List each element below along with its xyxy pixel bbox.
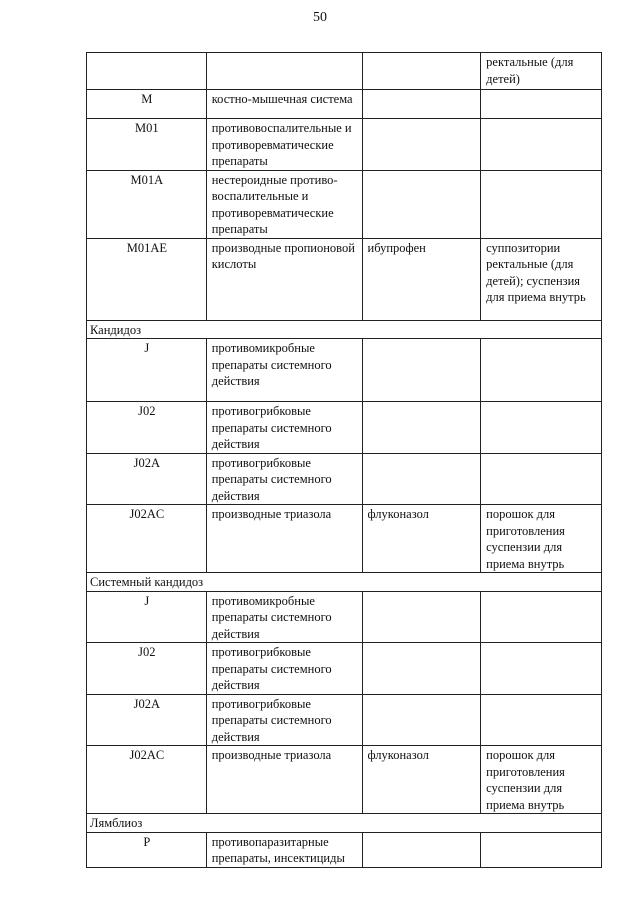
atc-code-cell: J02A [87, 694, 207, 746]
table-row [87, 591, 602, 643]
medication-table [86, 52, 602, 868]
dosage-form-cell [481, 832, 602, 867]
section-title: Кандидоз [87, 320, 602, 339]
atc-group-cell: противогрибковые препараты системного действия [206, 402, 362, 454]
drug-name-cell: флуконазол [362, 746, 481, 814]
table-row [87, 746, 602, 814]
table-row [87, 119, 602, 171]
atc-group-cell [206, 53, 362, 90]
atc-code-cell: J02 [87, 402, 207, 454]
drug-name-cell [362, 170, 481, 238]
atc-code-cell: M01A [87, 170, 207, 238]
table-row [87, 90, 602, 119]
table-row [87, 643, 602, 695]
table-row [87, 505, 602, 573]
drug-name-cell [362, 453, 481, 505]
atc-code-cell: J [87, 339, 207, 402]
table-row [87, 832, 602, 867]
table-row [87, 339, 602, 402]
dosage-form-cell [481, 694, 602, 746]
atc-code-cell: J02 [87, 643, 207, 695]
drug-name-cell [362, 694, 481, 746]
atc-group-cell: противопаразитарные препараты, инсектициды [206, 832, 362, 867]
dosage-form-cell [481, 591, 602, 643]
dosage-form-cell [481, 339, 602, 402]
atc-code-cell: J02AC [87, 746, 207, 814]
dosage-form-cell: порошок для приготовления суспензии для приема внутрь [481, 746, 602, 814]
drug-name-cell [362, 591, 481, 643]
atc-code-cell: J [87, 591, 207, 643]
drug-name-cell [362, 339, 481, 402]
dosage-form-cell: порошок для приготовления суспензии для приема внутрь [481, 505, 602, 573]
drug-name-cell [362, 53, 481, 90]
atc-code-cell: P [87, 832, 207, 867]
atc-group-cell: производные триазола [206, 746, 362, 814]
dosage-form-cell: ректальные (для детей) [481, 53, 602, 90]
atc-group-cell: производные пропионовой кислоты [206, 238, 362, 320]
section-title: Лямблиоз [87, 814, 602, 833]
dosage-form-cell: суппозитории ректальные (для детей); суспензия для приема внутрь [481, 238, 602, 320]
atc-group-cell: производные триазола [206, 505, 362, 573]
dosage-form-cell [481, 90, 602, 119]
atc-code-cell: M01AE [87, 238, 207, 320]
atc-group-cell: костно-мышечная система [206, 90, 362, 119]
atc-group-cell: противогрибковые препараты системного действия [206, 453, 362, 505]
dosage-form-cell [481, 643, 602, 695]
table-row [87, 238, 602, 320]
table-row [87, 453, 602, 505]
drug-name-cell [362, 832, 481, 867]
section-row [87, 573, 602, 592]
drug-name-cell [362, 643, 481, 695]
table-row [87, 53, 602, 90]
atc-group-cell: противогрибковые препараты системного действия [206, 643, 362, 695]
atc-group-cell: нестероидные противо-воспалительные и противоревматические препараты [206, 170, 362, 238]
drug-name-cell [362, 90, 481, 119]
drug-name-cell [362, 402, 481, 454]
drug-name-cell: ибупрофен [362, 238, 481, 320]
section-row [87, 814, 602, 833]
table-row [87, 402, 602, 454]
atc-code-cell: M [87, 90, 207, 119]
atc-group-cell: противовоспалительные и противоревматические препараты [206, 119, 362, 171]
atc-group-cell: противогрибковые препараты системного действия [206, 694, 362, 746]
table-row [87, 694, 602, 746]
section-row [87, 320, 602, 339]
page-number: 50 [313, 10, 327, 25]
atc-code-cell: M01 [87, 119, 207, 171]
drug-name-cell: флуконазол [362, 505, 481, 573]
atc-code-cell [87, 53, 207, 90]
atc-code-cell: J02A [87, 453, 207, 505]
dosage-form-cell [481, 402, 602, 454]
dosage-form-cell [481, 453, 602, 505]
dosage-form-cell [481, 119, 602, 171]
drug-name-cell [362, 119, 481, 171]
atc-group-cell: противомикробные препараты системного действия [206, 339, 362, 402]
dosage-form-cell [481, 170, 602, 238]
atc-group-cell: противомикробные препараты системного действия [206, 591, 362, 643]
section-title: Системный кандидоз [87, 573, 602, 592]
atc-code-cell: J02AC [87, 505, 207, 573]
table-row [87, 170, 602, 238]
